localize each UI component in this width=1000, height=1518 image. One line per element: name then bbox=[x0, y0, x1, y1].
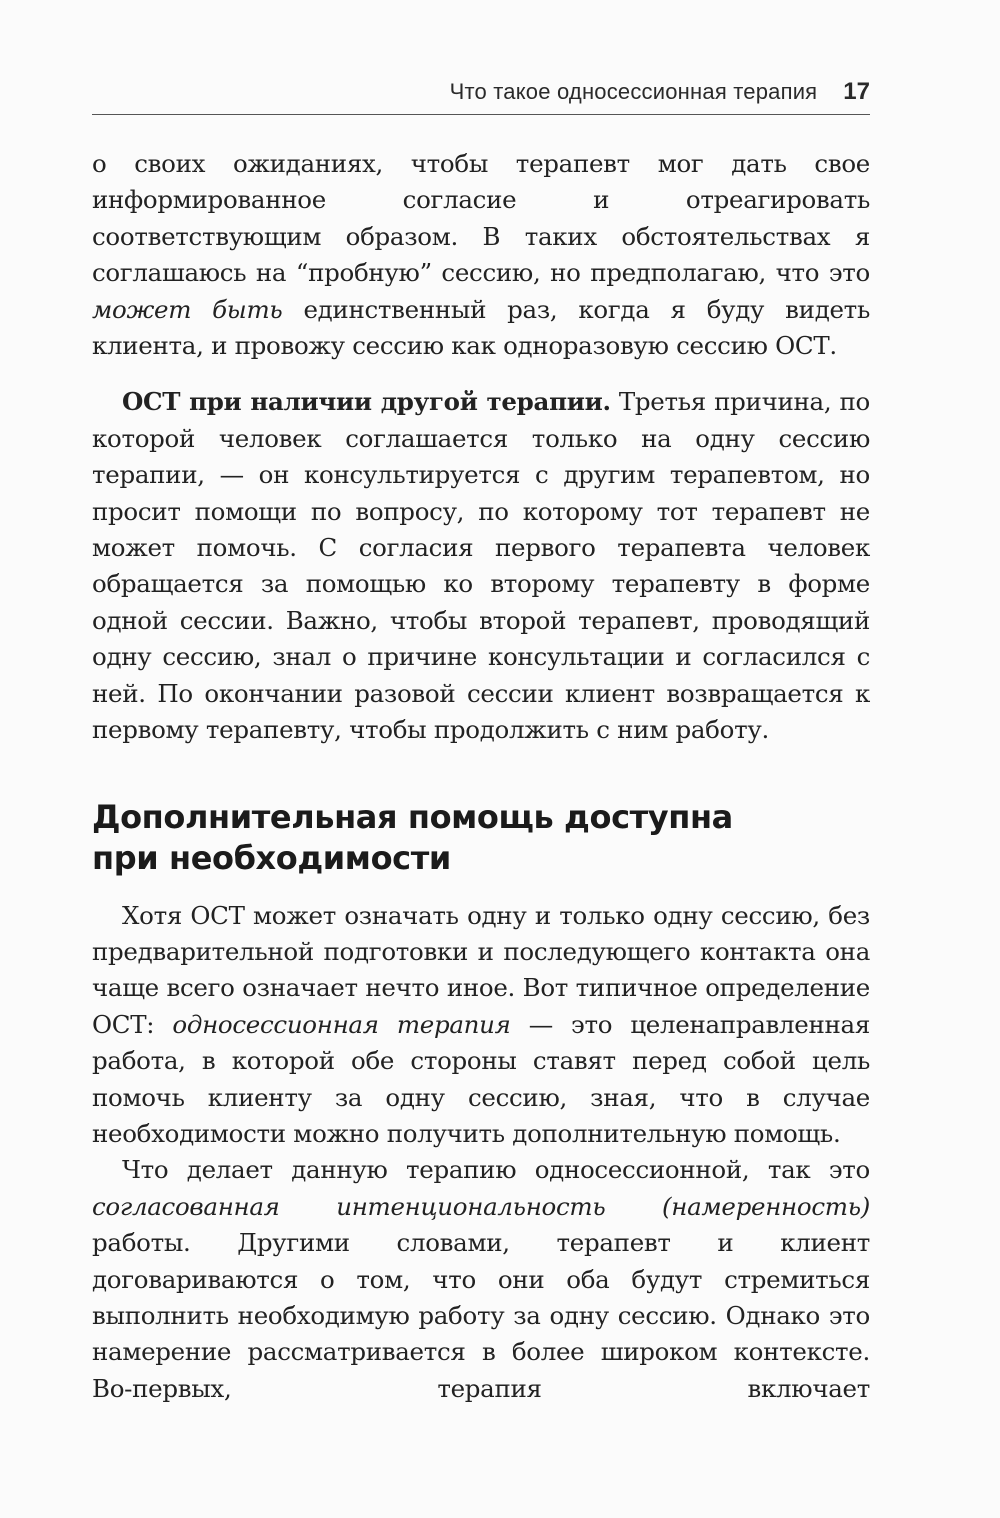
page-number: 17 bbox=[843, 78, 870, 105]
section-heading-line-1: Дополнительная помощь доступна bbox=[92, 797, 733, 836]
text-run: о своих ожиданиях, чтобы терапевт мог дать свое информированное согласие и отреагировать соответствующим образом. В таких обстоятельствах я соглашаюсь на “пробную” сессию, но предполагаю, что это bbox=[92, 149, 870, 288]
text-run: — это целенаправленная работа, в которой обе стороны ставят перед собой цель помочь клиенту за одну сессию, зная, что в случае необходимости можно получить дополнительную помощь. bbox=[92, 1009, 870, 1148]
emphasis-text: может быть bbox=[92, 294, 283, 324]
paragraph-ost-other-therapy bbox=[92, 384, 870, 748]
running-header-title: Что такое односессионная терапия bbox=[449, 79, 818, 104]
text-run: работы. Другими словами, терапевт и клиент договариваются о том, что они оба будут стремиться выполнить необходимую работу за одну сессию. Однако это намерение рассматривается в более широком контексте. Во-первых, терапия включает bbox=[92, 1228, 870, 1403]
page-body bbox=[92, 146, 870, 1407]
emphasis-text: согласованная интенциональность (намеренность) bbox=[92, 1191, 870, 1221]
paragraph-continuation bbox=[92, 146, 870, 364]
running-header bbox=[92, 78, 870, 115]
section-heading-line-2: при необходимости bbox=[92, 838, 451, 877]
section-heading bbox=[92, 797, 870, 879]
text-run: Что делает данную терапию односессионной, так это bbox=[122, 1155, 870, 1185]
paragraph-definition bbox=[92, 898, 870, 1153]
run-in-heading: ОСТ при наличии другой терапии. bbox=[122, 387, 611, 417]
text-run: единственный раз, когда я буду видеть клиента, и провожу сессию как одноразовую сессию ОСТ. bbox=[92, 294, 870, 361]
text-run: Хотя ОСТ может означать одну и только одну сессию, без предварительной подготовки и последующего контакта она чаще всего означает нечто иное. Вот типичное определение ОСТ: bbox=[92, 900, 870, 1039]
text-run: Третья причина, по которой человек соглашается только на одну сессию терапии, — он консультируется с другим терапевтом, но просит помощи по вопросу, по которому тот терапевт не может помочь. С согласия первого терапевта человек обращается за помощью ко второму терапевту в форме одной сессии. Важно, чтобы второй терапевт, проводящий одну сессию, знал о причине консультации и согласился с ней. По окончании разовой сессии клиент возвращается к первому терапевту, чтобы продолжить с ним работу. bbox=[92, 387, 871, 745]
emphasis-text: односессионная терапия bbox=[172, 1009, 511, 1039]
paragraph-intentionality bbox=[92, 1152, 870, 1407]
